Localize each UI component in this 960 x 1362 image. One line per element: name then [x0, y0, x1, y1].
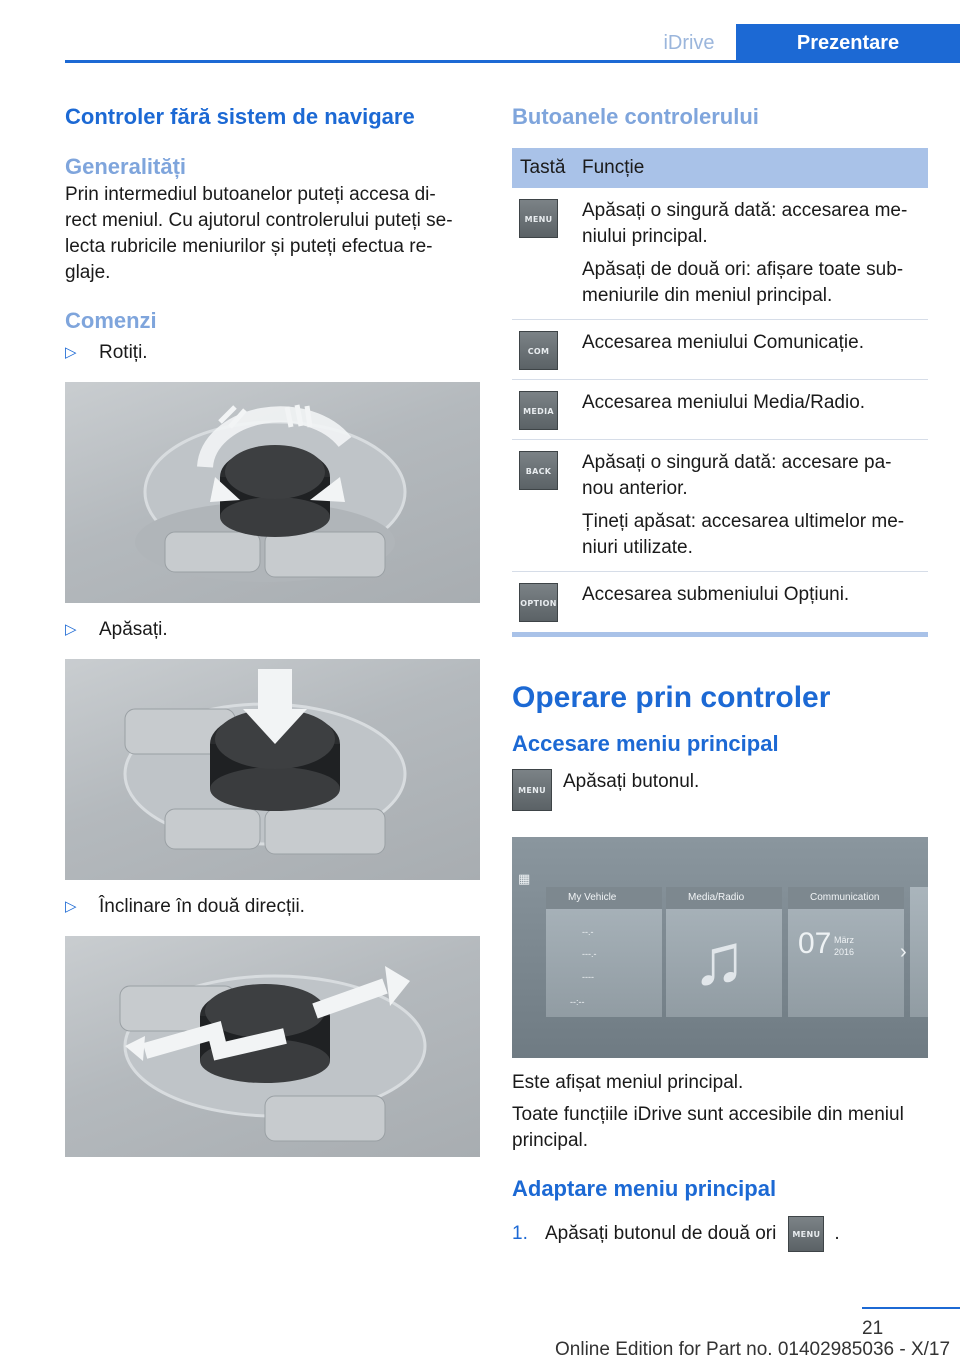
- vehicle-value: --:--: [570, 997, 585, 1007]
- date-month: März: [834, 935, 854, 945]
- buttons-table: [512, 148, 928, 637]
- step-number: 1.: [512, 1223, 528, 1244]
- card-title-media: Media/Radio: [666, 887, 782, 909]
- command-press: ▷ Apăsați.: [65, 617, 480, 643]
- com-button-icon: COM: [519, 331, 558, 370]
- bullet-triangle-icon: ▷: [65, 344, 77, 361]
- option-button-icon: OPTION: [519, 583, 558, 622]
- general-text: Prin intermediul butoanelor puteți accesa di- rect meniul. Cu ajutorul controlerului puteți se- lecta rubricile meniurilor și puteți efectua re- glaje.: [65, 184, 453, 283]
- bullet-triangle-icon: ▷: [65, 898, 77, 915]
- table-header-key: Tastă: [520, 157, 566, 178]
- screen-caption: Este afișat meniul principal.: [512, 1072, 744, 1093]
- left-column: [65, 100, 480, 1157]
- header-tab: Prezentare: [736, 24, 960, 62]
- table-row: MENU Apăsați o singură dată: accesarea me- niului principal. Apăsați de două ori: afișare toate sub- meniurile din meniul principal.: [512, 188, 928, 320]
- menu-grid-icon: ▦: [518, 871, 531, 886]
- screen-description: Toate funcțiile iDrive sunt accesibile din meniul principal.: [512, 1104, 904, 1151]
- operate-heading: Operare prin controler: [512, 681, 831, 714]
- menu-button-icon: MENU: [519, 199, 558, 238]
- card-partial: [910, 887, 928, 1017]
- page-number: 21: [862, 1318, 884, 1339]
- buttons-heading: Butoanele controlerului: [512, 104, 759, 129]
- right-column: [512, 100, 928, 1252]
- table-row: MEDIA Accesarea meniului Media/Radio.: [512, 380, 928, 440]
- menu-button-icon: MENU: [512, 769, 552, 811]
- card-title-vehicle: My Vehicle: [546, 887, 662, 909]
- tilt-illustration: [65, 936, 480, 1157]
- command-tilt: ▷ Înclinare în două direcții.: [65, 894, 480, 920]
- card-title-communication: Communication: [788, 887, 904, 909]
- vehicle-value: ---.-: [582, 949, 597, 959]
- table-row: COM Accesarea meniului Comunicație.: [512, 320, 928, 380]
- back-button-icon: BACK: [519, 451, 558, 490]
- music-note-icon: ♫: [692, 920, 746, 1000]
- header-section-label: iDrive: [663, 32, 715, 54]
- header-rule: [65, 60, 960, 63]
- main-menu-screen: [512, 837, 928, 1058]
- date-day: 07: [798, 927, 832, 960]
- vehicle-value: --.-: [582, 927, 594, 937]
- press-illustration: [65, 659, 480, 880]
- command-rotate: ▷ Rotiți.: [65, 340, 480, 366]
- table-row: BACK Apăsați o singură dată: accesare pa- nou anterior. Țineți apăsat: accesarea ultimelor me- niuri utilizate.: [512, 440, 928, 572]
- footer-rule: [862, 1307, 960, 1309]
- adapt-heading: Adaptare meniu principal: [512, 1176, 777, 1201]
- rotate-illustration: [65, 382, 480, 603]
- section-title: Controler fără sistem de navigare: [65, 104, 415, 129]
- main-menu-instruction: MENU Apăsați butonul.: [512, 769, 928, 811]
- menu-button-icon: MENU: [788, 1216, 824, 1252]
- date-year: 2016: [834, 947, 855, 957]
- edition-text: Online Edition for Part no. 01402985036 - X/17: [555, 1339, 951, 1360]
- table-header: [512, 148, 928, 188]
- commands-heading: Comenzi: [65, 308, 157, 333]
- table-row: OPTION Accesarea submeniului Opțiuni.: [512, 572, 928, 632]
- step-text: Apăsați butonul de două ori: [545, 1223, 777, 1244]
- vehicle-value: ----: [582, 972, 594, 982]
- next-arrow-icon[interactable]: ›: [900, 941, 907, 963]
- main-menu-heading: Accesare meniu principal: [512, 731, 779, 756]
- step-end: .: [834, 1223, 840, 1244]
- table-end-rule: [512, 632, 928, 637]
- general-heading: Generalități: [65, 154, 187, 179]
- media-button-icon: MEDIA: [519, 391, 558, 430]
- table-header-function: Funcție: [582, 157, 645, 178]
- adapt-step: [512, 1216, 928, 1252]
- bullet-triangle-icon: ▷: [65, 621, 77, 638]
